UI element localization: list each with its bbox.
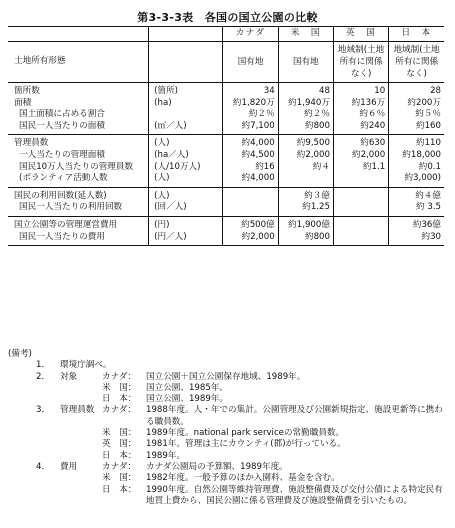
value-cell: 約9,500 xyxy=(278,135,333,150)
value-cell: 約160 xyxy=(389,121,444,135)
note-number xyxy=(36,394,60,405)
note-indent xyxy=(8,405,36,428)
land-ownership-row xyxy=(8,42,444,83)
row-label: 面積 xyxy=(14,97,32,108)
value-cell: 約4,000 xyxy=(223,173,278,187)
value-cell: 約1,940万 xyxy=(278,98,333,110)
value-cell: 約800 xyxy=(278,121,333,135)
row-unit: (円) xyxy=(149,216,223,231)
land-ownership-cell: 国有地 xyxy=(278,42,333,83)
note-indent xyxy=(8,383,36,394)
value-cell: 約２％ xyxy=(278,109,333,121)
value-cell: 28 xyxy=(389,83,444,98)
row-unit: (箇所) xyxy=(149,83,223,98)
note-line xyxy=(8,473,448,484)
value-cell: 約800 xyxy=(278,232,333,246)
note-text: 1982年度。一般予算のほか入園料、基金を含む。 xyxy=(146,473,340,484)
table-row xyxy=(8,202,444,216)
value-cell: 約7,100 xyxy=(223,121,278,135)
table-row xyxy=(8,173,444,187)
note-topic xyxy=(60,485,102,508)
note-line xyxy=(8,439,448,450)
note-text: 1989年度。national park serviceの常勤職員数。 xyxy=(146,428,345,439)
value-cell: 48 xyxy=(278,83,333,98)
row-unit: (㎡／人) xyxy=(149,121,223,135)
note-topic xyxy=(60,451,102,462)
value-cell xyxy=(333,216,388,231)
note-country: 米 国： xyxy=(102,428,137,439)
row-unit: (ha／人) xyxy=(149,150,223,162)
value-cell: 約1.1 xyxy=(333,162,388,174)
row-unit xyxy=(149,109,223,121)
value-cell xyxy=(223,187,278,202)
table-row xyxy=(8,109,444,121)
note-topic: 管理員数 xyxy=(60,405,95,416)
value-cell: 約136万 xyxy=(333,98,388,110)
value-cell: 約36億 xyxy=(389,216,444,231)
header-blank-cell xyxy=(8,27,149,42)
table-row xyxy=(8,162,444,174)
note-text: 1990年度。自然公園等維持管理費、施設整備費及び交付公債による特定民有地買上費から、国民公園に係る管理費及び施設整備費を引いたもの。 xyxy=(146,484,443,506)
row-unit: (円／人) xyxy=(149,232,223,246)
land-ownership-cell: 地域制(土地所有に関係なく) xyxy=(389,42,444,83)
value-cell: 約500億 xyxy=(223,216,278,231)
value-cell: 約６％ xyxy=(333,109,388,121)
value-cell: 約５％ xyxy=(389,109,444,121)
note-line xyxy=(8,462,448,473)
value-cell xyxy=(333,173,388,187)
table-row xyxy=(8,216,444,231)
note-topic xyxy=(60,394,102,405)
value-cell: 約４ xyxy=(278,162,333,174)
note-text: 国立公園、1985年。 xyxy=(146,382,229,393)
row-label: (ボランティア活動人数 xyxy=(19,173,108,184)
row-unit: (回／人) xyxy=(149,202,223,216)
note-country: カナダ： xyxy=(102,371,136,382)
note-indent xyxy=(8,462,36,473)
value-cell: 約240 xyxy=(333,121,388,135)
note-text: 国立公園＋国立公園保存地域、1989年。 xyxy=(146,371,306,382)
land-ownership-cell: 地域制(土地所有に関係なく) xyxy=(333,42,388,83)
row-unit: (人) xyxy=(149,135,223,150)
note-number xyxy=(36,439,60,450)
value-cell: 約30 xyxy=(389,232,444,246)
note-indent xyxy=(8,485,36,508)
table-row xyxy=(8,135,444,150)
note-country: 米 国： xyxy=(102,382,137,393)
value-cell: 約4,500 xyxy=(223,150,278,162)
value-cell: 約２％ xyxy=(223,109,278,121)
land-ownership-label: 土地所有形態 xyxy=(8,42,149,83)
value-cell xyxy=(223,202,278,216)
note-number xyxy=(36,485,60,508)
value-cell: 約４億 xyxy=(389,187,444,202)
note-line xyxy=(8,360,448,371)
row-unit: (人) xyxy=(149,173,223,187)
note-line xyxy=(8,383,448,394)
value-cell: 約2,000 xyxy=(333,150,388,162)
table-row xyxy=(8,187,444,202)
notes-heading: (備考) xyxy=(8,349,32,359)
note-topic: 費用 xyxy=(60,461,78,472)
value-cell: 約18,000 xyxy=(389,150,444,162)
note-country: 日 本： xyxy=(102,450,137,461)
note-indent xyxy=(8,394,36,405)
country-header-cell: 日 本 xyxy=(389,27,444,42)
comparison-table xyxy=(8,26,444,246)
note-text: カナダ公園局の予算額、1989年度。 xyxy=(146,461,288,472)
row-unit: (人) xyxy=(149,187,223,202)
value-cell: 約3,000) xyxy=(389,173,444,187)
note-country: カナダ： xyxy=(102,405,136,416)
value-cell: 約2,000 xyxy=(223,232,278,246)
row-label: 管理員数 xyxy=(8,135,149,150)
note-country: カナダ： xyxy=(102,461,136,472)
value-cell xyxy=(278,173,333,187)
note-number xyxy=(36,428,60,439)
row-unit: (人/10万人) xyxy=(149,162,223,174)
table-row xyxy=(8,121,444,135)
note-number: 3． xyxy=(36,405,51,416)
value-cell: 約16 xyxy=(223,162,278,174)
note-topic xyxy=(60,428,102,439)
row-label: 一人当たりの管理面積 xyxy=(19,149,105,160)
table-row xyxy=(8,98,444,110)
country-header-cell: カナダ xyxy=(223,27,278,42)
value-cell: 約1,820万 xyxy=(223,98,278,110)
table-row xyxy=(8,83,444,98)
unit-blank-cell xyxy=(149,42,223,83)
value-cell: 約 3.5 xyxy=(389,202,444,216)
value-cell: 約0.1 xyxy=(389,162,444,174)
note-text: 国立公園、1989年。 xyxy=(146,394,229,405)
value-cell xyxy=(333,232,388,246)
value-cell: 約2,000 xyxy=(278,150,333,162)
table-row xyxy=(8,232,444,246)
note-country: 英 国： xyxy=(102,439,137,450)
notes-section xyxy=(8,349,448,507)
row-label: 国民の利用回数(延人数) xyxy=(8,187,149,202)
land-ownership-cell: 国有地 xyxy=(223,42,278,83)
country-header-cell: 米 国 xyxy=(278,27,333,42)
note-topic xyxy=(60,439,102,450)
note-line xyxy=(8,485,448,508)
table-row xyxy=(8,150,444,162)
table-title: 第3-3-3表 各国の国立公園の比較 xyxy=(137,11,318,24)
note-topic xyxy=(60,383,102,394)
note-line xyxy=(8,372,448,383)
value-cell: 約３億 xyxy=(278,187,333,202)
note-topic xyxy=(60,473,102,484)
value-cell: 約4,000 xyxy=(223,135,278,150)
note-indent xyxy=(8,372,36,383)
note-number: 2． xyxy=(36,371,51,382)
row-label: 国土面積に占める割合 xyxy=(19,109,105,120)
note-line xyxy=(8,428,448,439)
row-label: 国民一人当たりの費用 xyxy=(8,232,149,246)
note-number xyxy=(36,451,60,462)
note-text: 1989年。 xyxy=(146,450,186,461)
note-text: 1981年。管理は主にカウンティ(郡)が行っている。 xyxy=(146,439,346,450)
value-cell: 10 xyxy=(333,83,388,98)
row-label: 箇所数 xyxy=(8,83,149,98)
row-unit: (ha) xyxy=(149,98,223,110)
value-cell xyxy=(333,187,388,202)
row-label: 国民一人当たりの面積 xyxy=(19,120,105,131)
note-text: 環境庁調べ。 xyxy=(60,360,112,371)
note-text: 1988年度。人・年での集計。公園管理及び公園新規指定、施設更新等に携わる職員数。 xyxy=(146,405,443,427)
note-number: 4． xyxy=(36,461,51,472)
row-label: 国立公園等の管理運営費用 xyxy=(8,216,149,231)
header-blank-cell xyxy=(149,27,223,42)
note-line xyxy=(8,394,448,405)
note-line xyxy=(8,405,448,428)
value-cell: 34 xyxy=(223,83,278,98)
value-cell: 約110 xyxy=(389,135,444,150)
note-number: 1． xyxy=(36,360,51,371)
value-cell: 約200万 xyxy=(389,98,444,110)
value-cell: 約1.25 xyxy=(278,202,333,216)
note-line xyxy=(8,451,448,462)
value-cell: 約630 xyxy=(333,135,388,150)
note-topic: 対象 xyxy=(60,371,78,382)
note-number xyxy=(36,473,60,484)
note-number xyxy=(36,383,60,394)
row-label: 国民10万人当たりの管理員数 xyxy=(19,161,134,172)
note-country: 日 本： xyxy=(102,484,137,495)
country-header-cell: 英 国 xyxy=(333,27,388,42)
note-country: 米 国： xyxy=(102,473,137,484)
note-indent xyxy=(8,360,36,371)
value-cell xyxy=(333,202,388,216)
note-country: 日 本： xyxy=(102,394,137,405)
note-indent xyxy=(8,439,36,450)
note-indent xyxy=(8,473,36,484)
note-indent xyxy=(8,451,36,462)
note-indent xyxy=(8,428,36,439)
country-header-row xyxy=(8,27,444,42)
row-label: 国民一人当たりの利用回数 xyxy=(19,202,123,213)
value-cell: 約1,900億 xyxy=(278,216,333,231)
